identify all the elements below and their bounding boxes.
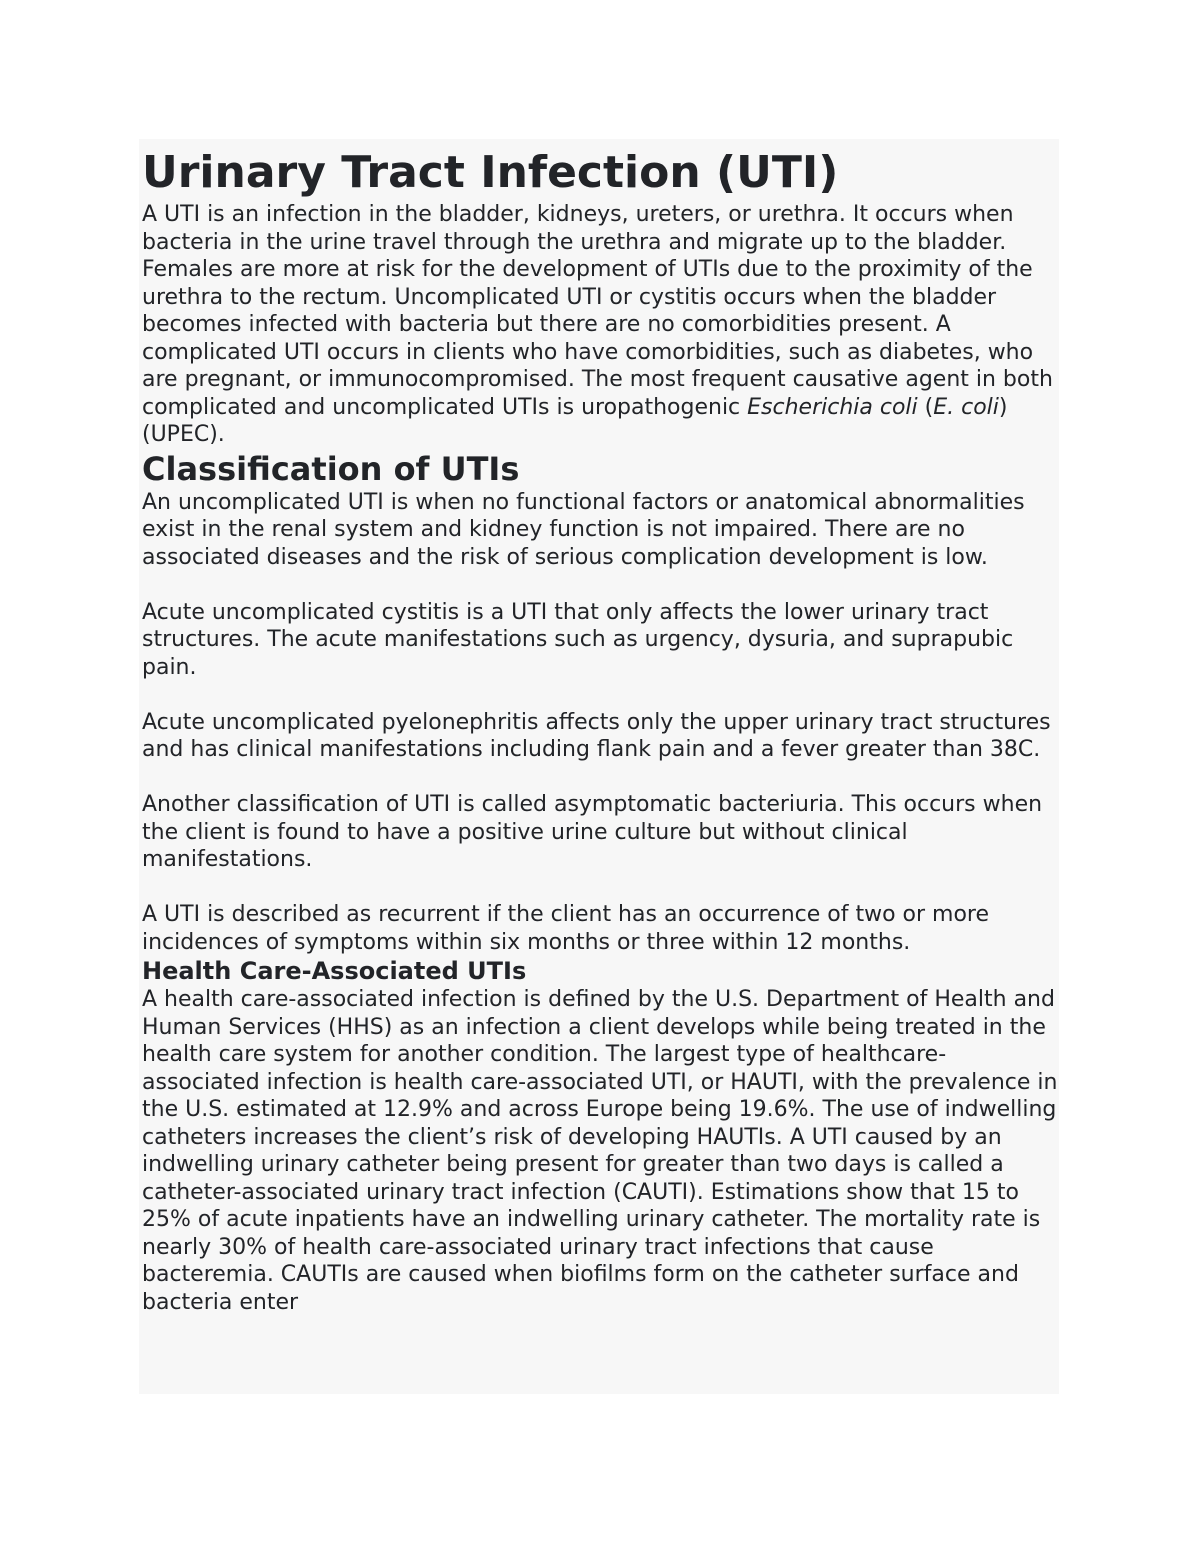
classification-paragraph-bacteriuria: Another classification of UTI is called asymptomatic bacteriuria. This occurs when the client is found to have a positive urine culture but without clinical manifestations. bbox=[142, 792, 1043, 872]
hauti-paragraph: A health care-associated infection is defined by the U.S. Department of Health and Human Services (HHS) as an infection a client develops while being treated in the health care system for another condition. The largest type of healthcare-associated infection is health care-associated UTI, or HAUTI, with the prevalence in the U.S. estimated at 12.9% and across Europe being 19.6%. The use of indwelling catheters increases the client’s risk of developing HAUTIs. A UTI caused by an indwelling urinary catheter being present for greater than two days is called a catheter-associated urinary tract infection (CAUTI). Estimations show that 15 to 25% of acute inpatients have an indwelling urinary catheter. The mortality rate is nearly 30% of health care-associated urinary tract infections that cause bacteremia. CAUTIs are caused when biofilms form on the catheter surface and bacteria enter bbox=[142, 987, 1058, 1315]
classification-heading: Classification of UTIs bbox=[142, 449, 520, 488]
intro-text-end: ) (UPEC). bbox=[142, 394, 1008, 447]
classification-paragraph-pyelonephritis: Acute uncomplicated pyelonephritis affects only the upper urinary tract structures and has clinical manifestations including flank pain and a fever greater than 38C. bbox=[142, 709, 1051, 762]
organism-name-italic: Escherichia coli bbox=[747, 394, 918, 420]
hauti-heading: Health Care-Associated UTIs bbox=[142, 957, 527, 985]
classification-paragraph-cystitis: Acute uncomplicated cystitis is a UTI that only affects the lower urinary tract structures. The acute manifestations such as urgency, dysuria, and suprapubic pain. bbox=[142, 599, 1014, 680]
page-title: Urinary Tract Infection (UTI) bbox=[142, 147, 839, 198]
intro-text: A UTI is an infection in the bladder, kidneys, ureters, or urethra. It occurs when bacteria in the urine travel through the urethra and migrate up to the bladder. Females are more at risk for the development of UTIs due to the proximity of the urethra to the rectum. Uncomplicated UTI or cystitis occurs when the bladder becomes infected with bacteria but there are no comorbidities present. A complicated UTI occurs in clients who have comorbidities, such as diabetes, who are pregnant, or immunocompromised. The most frequent causative agent in both complicated and uncomplicated UTIs is uropathogenic bbox=[142, 202, 1053, 420]
organism-abbrev-italic: E. coli bbox=[933, 394, 999, 420]
intro-paragraph bbox=[142, 201, 1060, 449]
document-content bbox=[139, 139, 1059, 1394]
classification-paragraph-recurrent: A UTI is described as recurrent if the client has an occurrence of two or more incidences of symptoms within six months or three within 12 months. bbox=[142, 902, 990, 955]
classification-paragraph-uncomplicated: An uncomplicated UTI is when no functional factors or anatomical abnormalities exist in the renal system and kidney function is not impaired. There are no associated diseases and the risk of serious complication development is low. bbox=[142, 489, 1025, 570]
intro-paren-open: ( bbox=[917, 394, 934, 420]
